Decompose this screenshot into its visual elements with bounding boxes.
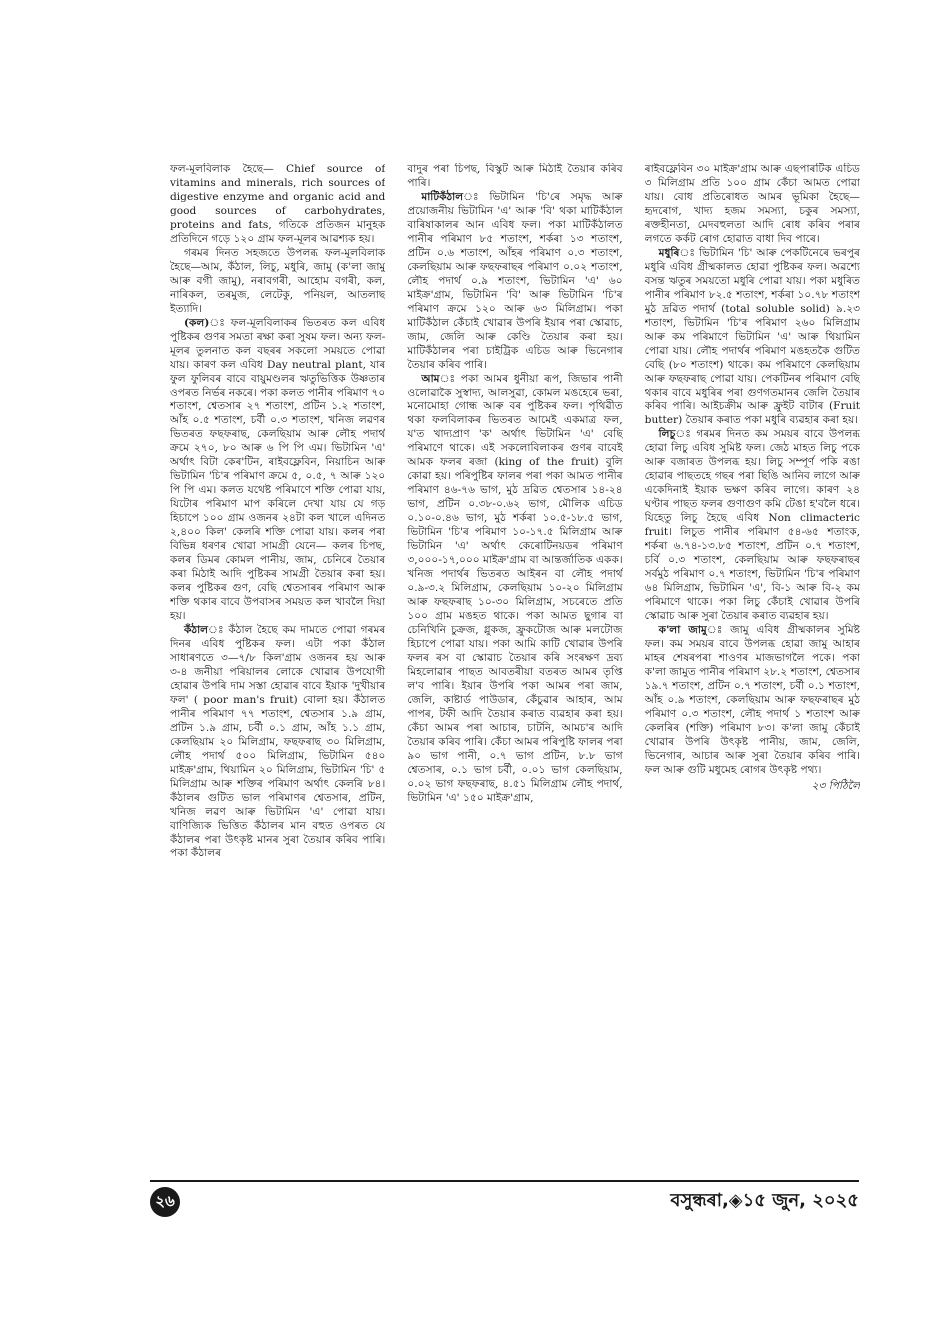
paragraph-text: ঃ ভিটামিন 'চি' আৰু পেকটিনেৰে ভৰপুৰ মধুৰি এবিধ গ্ৰীষ্মকালত হোৱা পুষ্টিকৰ ফল। অৱশ্যে বসন্ত ঋতুৰ সময়তো মধুৰি পোৱা যায়। পকা মধুৰিত পানীৰ পৰিমাণ ৮২.৫ শতাংশ, শৰ্কৰা ১০.৭৮ শতাংশ মুঠ দ্ৰৱিত পদাৰ্থ (total soluble solid) ৯.২৩ শতাংশ, ভিটামিন 'চি'ৰ পৰিমাণ ২৬০ মিলিগ্ৰাম আৰু কম পৰিমাণে ভিটামিন 'এ' আৰু থিয়ামিন পোৱা যায়। লৌহ পদাৰ্থৰ পৰিমাণ মঙহতকৈ গুটিত বেছি (৮০ শতাংশ) থাকে। কম পৰিমাণে কেলছিয়াম আৰু ফছফৰাছ পোৱা যায়। পেকটিনৰ পৰিমাণ বেছি থকাৰ বাবে মধুৰিৰ পৰা গুণগতমানৰ জেলি তৈয়াৰ কৰিব পাৰি। আইচক্ৰীম আৰু ফ্ৰুইট বাটাৰ (Fruit butter) তৈয়াৰ কৰাত পকা মধুৰি ব্যৱহাৰ কৰা হয়।	[644, 246, 860, 427]
paragraph	[170, 317, 385, 624]
column-3	[645, 163, 860, 1178]
paragraph-text: ফল-মূলবিলাক হৈছে— Chief source of vitamins and minerals, rich sources of digestive enzyme and organic acid and good sources of carbohydrates, proteins and fats, গতিকে প্ৰতিজন মানুহক প্ৰতিদিনে গড়ে ১২০ গ্ৰাম ফল-মূলৰ আৱশ্যক হয়।	[170, 163, 386, 245]
article-body	[170, 163, 860, 1178]
paragraph-text: ঃ ভিটামিন 'চি'ৰে সমৃদ্ধ আৰু প্ৰয়োজনীয় ভিটামিন 'এ' আৰু 'বি' থকা মাটিকঁঠাল বাৰিষাকালৰ আন এবিধ ফল। পকা মাটিকঁঠালত পানীৰ পৰিমাণ ৮৫ শতাংশ, শৰ্কৰা ১৩ শতাংশ, প্ৰটিন ০.৬ শতাংশ, আঁহৰ পৰিমাণ ০.৩ শতাংশ, কেলছিয়াম আৰু ফছফৰাছৰ পৰিমাণ ০.০২ শতাংশ, লৌহ পদাৰ্থ ০.৯ শতাংশ, ভিটামিন 'এ' ৬০ মাইক্ৰ'গ্ৰাম, ভিটামিন 'বি' আৰু ভিটামিন 'চি'ৰ পৰিমাণ ক্ৰমে ১২০ আৰু ৬৩ মিলিগ্ৰাম। পকা মাটিকঁঠাল কেঁচাই খোৱাৰ উপৰি ইয়াৰ পৰা স্কোৱাচ, জাম, জেলি আৰু কেণ্ডি তৈয়াৰ কৰা হয়। মাটিকঁঠালৰ পৰা চাইট্ৰিক এচিড আৰু ভিনেগাৰ তৈয়াৰ কৰিব পাৰি।	[407, 190, 623, 371]
paragraph-text: ঃ জামু এবিধ গ্ৰীষ্মকালৰ সুমিষ্ট ফল। কম সময়ৰ বাবে উপলব্ধ হোৱা জামু আহাৰ মাহৰ শেষৰপৰা শাওণৰ মাজভাগলৈ পকে। পকা ক'লা জামুত পানীৰ পৰিমাণ ২৮.২ শতাংশ, শ্বেতসাৰ ১৯.৭ শতাংশ, প্ৰটিন ০.৭ শতাংশ, চৰ্বী ০.১ শতাংশ, আঁহ ০.৯ শতাংশ, কেলছিয়াম আৰু ফছফৰাছৰ মুঠ পৰিমাণ ০.৩ শতাংশ, লৌহ পদাৰ্থ ১ শতাংশ আৰু কেলৰিৰ (শক্তি) পৰিমাণ ৮৩। ক'লা জামু কেঁচাই খোৱাৰ উপৰি উৎকৃষ্ট পানীয়, জাম, জেলি, ভিনেগাৰ, আচাৰ আৰু সুৰা তৈয়াৰ কৰিব পাৰি। ফল আৰু গুটি মধুমেহ ৰোগৰ উৎকৃষ্ট পথ্য।	[644, 623, 860, 776]
paragraph-heading: কঁঠাল	[184, 623, 209, 636]
paragraph-text: ৰাইবফ্লেবিন ৩০ মাইক্ৰ'গ্ৰাম আৰু এছপাৰটিক এচিড ৩ মিলিগ্ৰাম প্ৰতি ১০০ গ্ৰাম কেঁচা আমত পোৱা যায়। বোধ প্ৰতিৰোধত আমৰ ভূমিকা হৈছে— হৃদৰোগ, খাদ্য হজম সমস্যা, চকুৰ সমস্যা, ৰক্তহীনতা, মেদবহুলতা আদি ৰোধ কৰিব পৰাৰ লগতে কৰ্কট ৰোগ হোৱাত বাধা দিব পাৰে।	[644, 163, 860, 245]
paragraph	[407, 373, 622, 806]
paragraph	[645, 624, 860, 778]
paragraph-heading: মধুৰি	[658, 246, 680, 259]
paragraph-text: গৰমৰ দিনত সহজতে উপলব্ধ ফল-মূলবিলাক হৈছে—আম, কঁঠাল, লিচু, মধুৰি, জামু (ক'লা জামু আৰু বগী জামু), নৰাবগৰী, আহোম বগৰী, কল, নাৰিকল, তৰমুজ, লেটেকু, পনিয়ল, আতলাছ ইত্যাদি।	[170, 246, 386, 315]
paragraph-heading: আম	[421, 372, 440, 385]
paragraph-text: ঃ গৰমৰ দিনত কম সময়ৰ বাবে উপলব্ধ হোৱা লিচু এবিধ সুমিষ্ট ফল। জেঠ মাহত লিচু পকে আৰু বজাৰত উপলব্ধ হয়। লিচু সম্পূৰ্ণ পকি ৰঙা হোৱাৰ পাছতহে গছৰ পৰা ছিঙি আনিব লাগে আৰু একেদিনাই ইয়াক ভক্ষণ কৰিব লাগে। কাৰণ ২৪ ঘণ্টাৰ পাছত ফলৰ গুণাগুণ কমি টেঙা হ'বলৈ ধৰে। যিহেতু লিচু হৈছে এবিধ Non climacteric fruit। লিচুত পানীৰ পৰিমাণ ৫৪-৬৫ শতাংক, শৰ্কৰা ৬.৭৪-১৩.৮৫ শতাংশ, প্ৰটিন ০.৭ শতাংশ, চৰ্বি ০.৩ শতাংশ, কেলছিয়াম আৰু ফছফৰাছৰ সৰ্বমুঠ পৰিমাণ ০.৭ শতাংশ, ভিটামিন 'চি'ৰ পৰিমাণ ৬৪ মিলিগ্ৰাম, ভিটামিন 'এ', বি-১ আৰু বি-২ কম পৰিমাণে থাকে। পকা লিচু কেঁচাই খোৱাৰ উপৰি স্কোৱাচ আৰু সুৰা তৈয়াৰ কৰাত ব্যৱহাৰ হয়।	[644, 428, 860, 622]
paragraph-heading: ক'লা জামু	[658, 623, 707, 636]
paragraph-text: ঃ ফল-মূলবিলাকৰ ভিতৰত কল এবিধ পুষ্টিকৰ গুণৰ সমতা ৰক্ষা কৰা সুষম ফল। অন্য ফল-মূলৰ তুলনাত কল বছৰৰ সকলো সময়তে পোৱা যায়। কাৰণ কল এবিধ Day neutral plant, যাৰ ফুল ফুলিবৰ বাবে বায়ুমণ্ডলৰ ঋতুভিত্তিক উষ্ণতাৰ ওপৰত নিৰ্ভৰ নকৰে। পকা কলত পানীৰ পৰিমাণ ৭০ শতাংশ, শ্বেতসাৰ ২৭ শতাংশ, প্ৰটিন ১.২ শতাংশ, আঁহ ০.৫ শতাংশ, চৰ্বী ০.৩ শতাংশ, খনিজ লৱণৰ ভিতৰত ফছফৰাছ, কেলছিয়াম আৰু লৌহ পদাৰ্থ ক্ৰমে ২৭০, ৮০ আৰু ৬ পি পি এম। ভিটামিন 'এ' অৰ্থাৎ বিটা কেৰ'টিন, ৰাইবফ্লেবিন, নিয়াচিন আৰু ভিটামিন 'চি'ৰ পৰিমাণ ক্ৰমে ৫, ০.৫, ৭ আৰু ১২০ পি পি এম। কলত যথেষ্ট পৰিমাণে শক্তি পোৱা যায়, যিটোৰ পৰিমাণ মাপ কৰিলে দেখা যায় যে গড় হিচাপে ১০০ গ্ৰাম ওজনৰ ২৪টা কল খালে এদিনত ২,৪০০ কিল' কেলৰি শক্তি পোৱা যায়। কলৰ পৰা বিভিন্ন ধৰণৰ খোৱা সামগ্ৰী যেনে— কলৰ চিপছ, কলৰ ডিমৰ কোমল পানীয়, জাম, চেনিৰে তৈয়াৰ কৰা মিঠাই আদি পুষ্টিকৰ সামগ্ৰী তৈয়াৰ কৰা হয়। কলৰ পুষ্টিকৰ গুণ, বেছি শ্বেতসাৰৰ পৰিমাণ আৰু শক্তি থকাৰ বাবে উপবাসৰ সময়ত কল খাবলৈ দিয়া হয়।	[170, 316, 386, 622]
paragraph	[407, 163, 622, 191]
paragraph-heading: মাটিকঁঠাল	[421, 190, 464, 203]
paragraph	[407, 191, 622, 373]
continued-note: ২৩ পিঠিলৈ	[811, 779, 860, 792]
paragraph	[170, 247, 385, 317]
paragraph	[170, 163, 385, 247]
paragraph	[645, 247, 860, 429]
column-2	[407, 163, 622, 1178]
column-1	[170, 163, 385, 1178]
page-footer	[150, 1180, 859, 1222]
masthead-dateline: বসুন্ধৰা,◈১৫ জুন, ২০২৫	[670, 1190, 859, 1211]
paragraph	[170, 624, 385, 861]
paragraph-text: ঃ পকা আমৰ ধুনীয়া ৰূপ, জিভাৰ পানী ওলোৱাকৈ সুস্বাদ্য, আলসুৱা, কোমল মঙহেৰে ভৰা, মনোমোহা গোন্ধ আৰু বৰ পুষ্টিকৰ ফল। পৃথিৱীত থকা ফলবিলাকৰ ভিতৰত আমেই একমাত্ৰ ফল, য'ত খাদ্যপ্ৰাণ 'ক' অৰ্থাৎ ভিটামিন 'এ' বেছি পৰিমাণে থাকে। এই সকলোবিলাকৰ গুণৰ বাবেই আমক ফলৰ ৰজা (king of the fruit) বুলি কোৱা হয়। পৰিপুষ্টিৰ ফালৰ পৰা পকা আমত পানীৰ পৰিমাণ ৪৬-৭৬ ভাগ, মুঠ দ্ৰৱিত শ্বেতসাৰ ১৪-২৪ ভাগ, প্ৰটিন ০.৩৮-০.৬২ ভাগ, মৌলিক এচিড ০.১০-০.৪৬ ভাগ, মুঠ শৰ্কৰা ১০.৫-১৮.৫ ভাগ, ভিটামিন 'চি'ৰ পৰিমাণ ১০-১৭.৫ মিলিগ্ৰাম আৰু ভিটামিন 'এ' অৰ্থাৎ কেৰোটিনয়ডৰ পৰিমাণ ৩,০০০-১৭,০০০ মাইক্ৰ'গ্ৰাম বা আন্তৰ্জাতিক একক। খনিজ পদাৰ্থৰ ভিতৰত আইৰন বা লৌহ পদাৰ্থ ০.৯-৩.২ মিলিগ্ৰাম, কেলছিয়াম ১০-২০ মিলিগ্ৰাম আৰু ফছফৰাছ ১০-৩০ মিলিগ্ৰাম, সচৰেতে প্ৰতি ১০০ গ্ৰাম মঙহত থাকে। পকা আমত ছুগাৰ বা চেনিখিনি চুক্ৰজ, গ্লুকজ, ফ্ৰুকটোজ আৰু মলটোজ হিচাপে পোৱা যায়। পকা আমি কাটি খোৱাৰ উপৰি ফলৰ ৰস বা স্কোৱাচ তৈয়াৰ কৰি সংৰক্ষণ দ্ৰব্য মিহলোৱাৰ পাছত আবতৰীয়া বতৰত আমৰ তৃপ্তি ল'ব পাৰি। ইয়াৰ উপৰি পকা আমৰ পৰা জাম, জেলি, কাষ্টাৰ্ড পাউডাৰ, কেঁচুৱাৰ আহাৰ, আম পাপৰ, টফী আদি তৈয়াৰ কৰাত ব্যৱহাৰ কৰা হয়। কেঁচা আমৰ পৰা আচাৰ, চাটনি, আমচ'ৰ আদি তৈয়াৰ কৰিব পাৰি। কেঁচা আমৰ পৰিপুষ্টি ফালৰ পৰা ৯০ ভাগ পানী, ০.৭ ভাগ প্ৰটিন, ৮.৮ ভাগ শ্বেতসাৰ, ০.১ ভাগ চৰ্বী, ০.০১ ভাগ কেলছিয়াম, ০.০২ ভাগ ফছফৰাছ, ৪.৫১ মিলিগ্ৰাম লৌহ পদাৰ্থ, ভিটামিন 'এ' ১৫০ মাইক্ৰ'গ্ৰাম,	[407, 372, 623, 804]
page-number: ২৬	[150, 1187, 180, 1217]
paragraph-heading: (কল)	[184, 316, 210, 329]
paragraph-text: ঃ কঁঠাল হৈছে কম দামতে পোৱা গৰমৰ দিনৰ এবিধ পুষ্টিকৰ ফল। এটা পকা কঁঠাল সাধাৰণতে ৩—৭/৮ কিল'গ্ৰাম ওজনৰ হয় আৰু ৩-৪ জনীয়া পৰিয়ালৰ লোকে খোৱাৰ উপযোগী হোৱাৰ উপৰি দাম সস্তা হোৱাৰ বাবে ইয়াক 'দুখীয়াৰ ফল' ( poor man's fruit) বোলা হয়। কঁঠালত পানীৰ পৰিমাণ ৭৭ শতাংশ, শ্বেতসাৰ ১.৯ গ্ৰাম, প্ৰটিন ১.৯ গ্ৰাম, চৰ্বী ০.১ গ্ৰাম, আঁহ ১.১ গ্ৰাম, কেলছিয়াম ২০ মিলিগ্ৰাম, ফছফৰাছ ৩০ মিলিগ্ৰাম, লৌহ পদাৰ্থ ৫০০ মিলিগ্ৰাম, ভিটামিন ৫৪০ মাইক্ৰ'গ্ৰাম, থিয়ামিন ২০ মিলিগ্ৰাম, ভিটামিন 'চি' ৫ মিলিগ্ৰাম আৰু শক্তিৰ পৰিমাণ অৰ্থাৎ কেলৰি ৮৪। কঁঠালৰ গুটিত ভাল পৰিমাণৰ শ্বেতসাৰ, প্ৰটিন, খনিজ লৱণ আৰু ভিটামিন 'এ' পোৱা যায়। বাণিজ্যিক ভিত্তিত কঁঠালৰ মান বহুত ওপৰত যে কঁঠালৰ পৰা উৎকৃষ্ট মানৰ সুৰা তৈয়াৰ কৰিব পাৰি। পকা কঁঠালৰ	[170, 623, 386, 860]
paragraph-text: বাদুৰ পৰা চিপছ, বিস্কুট আৰু মিঠাই তৈয়াৰ কৰিব পাৰি।	[407, 163, 623, 189]
paragraph	[645, 428, 860, 624]
paragraph-heading: লিচু	[658, 428, 676, 441]
paragraph	[645, 163, 860, 247]
